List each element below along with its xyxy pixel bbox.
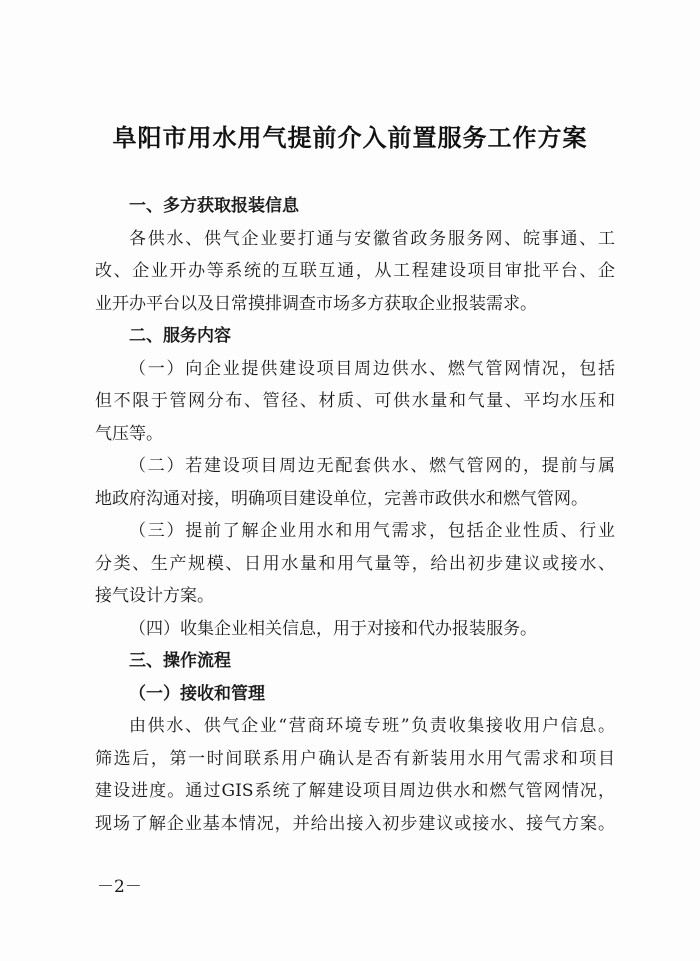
section-heading-2: 二、服务内容: [129, 326, 231, 346]
section-heading-1: 一、多方获取报装信息: [129, 196, 299, 216]
paragraph-line: （二）若建设项目周边无配套供水、燃气管网的，提前与属: [129, 456, 615, 476]
paragraph-line: 气压等。: [95, 423, 163, 444]
paragraph-line: 筛选后，第一时间联系用户确认是否有新装用水用气需求和项目: [95, 748, 615, 769]
page-number: －2－: [97, 877, 142, 897]
paragraph-line: （四）收集企业相关信息，用于对接和代办报装服务。: [129, 618, 537, 639]
paragraph-line: （一）向企业提供建设项目周边供水、燃气管网情况，包括: [129, 358, 615, 379]
paragraph-line: 各供水、供气企业要打通与安徽省政务服务网、皖事通、工: [129, 228, 615, 249]
paragraph-line: 建设进度。通过GIS系统了解建设项目周边供水和燃气管网情况，: [95, 781, 615, 801]
paragraph-line: 但不限于管网分布、管径、材质、可供水量和气量、平均水压和: [95, 391, 615, 411]
paragraph-line: 由供水、供气企业“营商环境专班”负责收集接收用户信息。: [129, 716, 615, 736]
paragraph-line: 分类、生产规模、日用水量和用气量等，给出初步建议或接水、: [95, 553, 615, 574]
paragraph-line: 接气设计方案。: [95, 586, 214, 606]
paragraph-line: 地政府沟通对接，明确项目建设单位，完善市政供水和燃气管网。: [95, 488, 588, 509]
paragraph-line: 现场了解企业基本情况，并给出接入初步建议或接水、接气方案。: [95, 813, 615, 834]
document-title: 阜阳市用水用气提前介入前置服务工作方案: [112, 124, 588, 152]
subsection-heading: （一）接收和管理: [129, 683, 265, 704]
section-heading-3: 三、操作流程: [129, 651, 231, 671]
paragraph-line: 改、企业开办等系统的互联互通，从工程建设项目审批平台、企: [95, 261, 615, 281]
document-body: [95, 190, 615, 840]
paragraph-line: 业开办平台以及日常摸排调查市场多方获取企业报装需求。: [95, 293, 537, 314]
paragraph-line: （三）提前了解企业用水和用气需求，包括企业性质、行业: [129, 521, 615, 541]
